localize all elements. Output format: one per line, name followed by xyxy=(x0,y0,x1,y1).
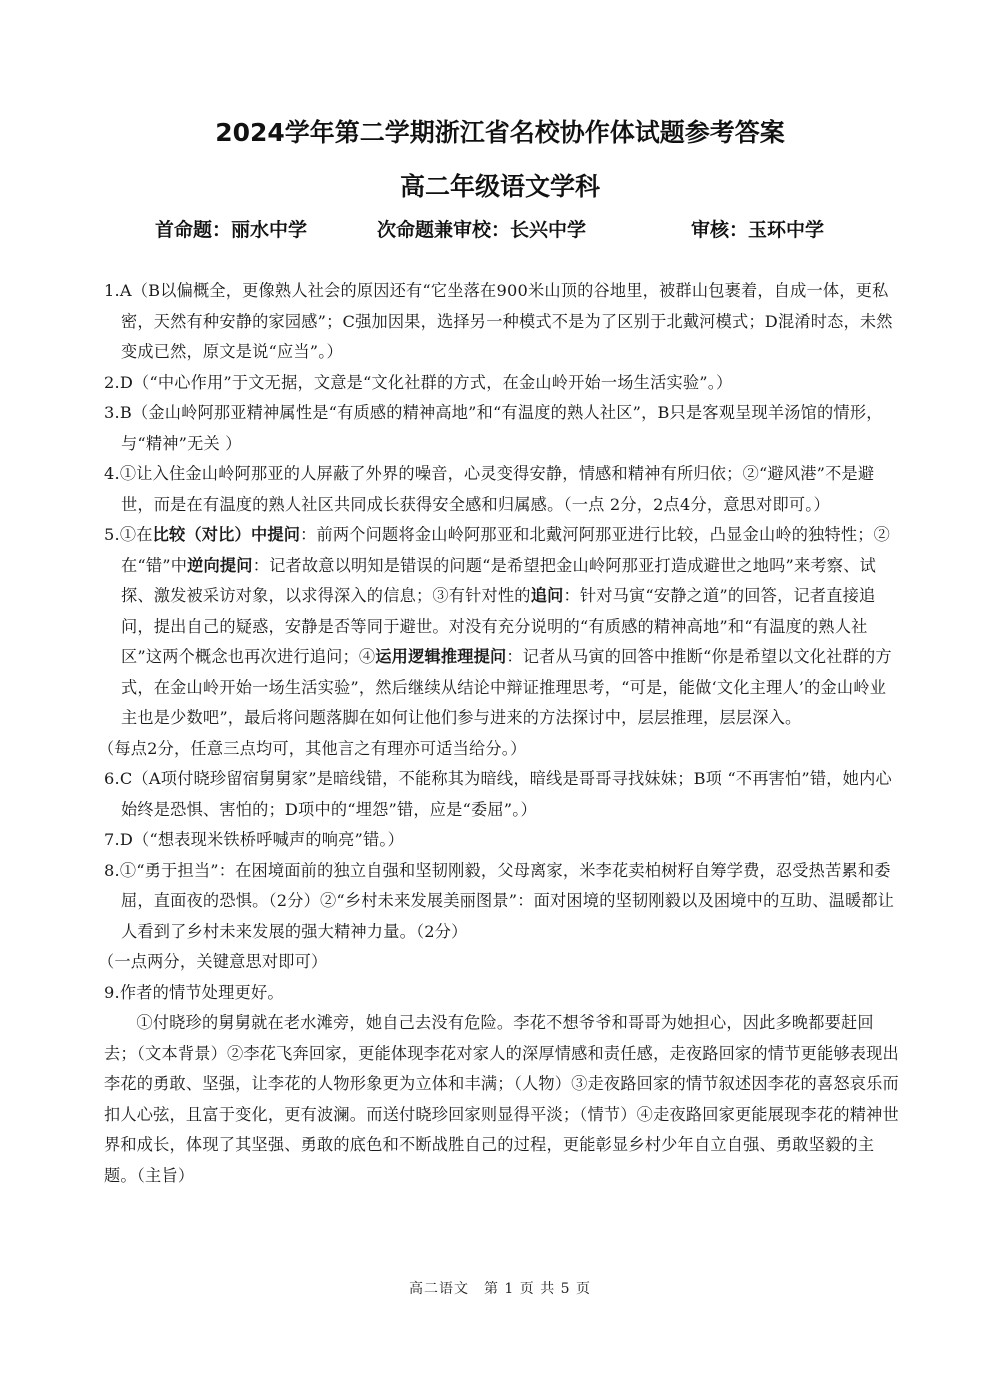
answer-q9-heading: 9.作者的情节处理更好。 xyxy=(104,982,284,1002)
answer-q8: 8.①“勇于担当”：在困境面前的独立自强和坚韧刚毅，父母离家，米李花卖柏树籽自筹学费，忍受热苦累和委屈，直面夜的恐惧。（2分）②“乡村未来发展美丽图景”：面对困境的坚韧刚毅以及困境中的互助、温暖都让人看到了乡村未来发展的强大精神力量。（2分） xyxy=(104,860,895,941)
answer-q9-body: ①付晓珍的舅舅就在老水滩旁，她自己去没有危险。李花不想爷爷和哥哥为她担心，因此多晚都要赶回去；（文本背景）②李花飞奔回家，更能体现李花对家人的深厚情感和责任感，走夜路回家的情节更能够表现出李花的勇敢、坚强，让李花的人物形象更为立体和丰满；（人物）③走夜路回家的情节叙述因李花的喜怒哀乐而扣人心弦，且富于变化，更有波澜。而送付晓珍回家则显得平淡；（情节）④走夜路回家更能展现李花的精神世界和成长，体现了其坚强、勇敢的底色和不断战胜自己的过程，更能彰显乡村少年自立自强、勇敢坚毅的主题。（主旨） xyxy=(104,1013,899,1185)
page-footer: 高二语文 第 1 页 共 5 页 xyxy=(408,1281,592,1297)
answer-body xyxy=(98,276,900,1191)
answer-q5-scoring: （每点2分，任意三点均可，其他言之有理亦可适当给分。） xyxy=(98,738,527,758)
document-title: 2024学年第二学期浙江省名校协作体试题参考答案 xyxy=(215,118,785,147)
answer-q2: 2.D（“中心作用”于文无据，文意是“文化社群的方式，在金山岭开始一场生活实验”。） xyxy=(104,372,733,392)
reviewer: 审核：玉环中学 xyxy=(691,219,825,241)
second-setter: 次命题兼审校：长兴中学 xyxy=(377,219,587,241)
q5-bold-compare: 比较（对比）中提问 xyxy=(152,525,301,544)
q5-bold-reverse: 逆向提问 xyxy=(187,555,253,575)
q5-bold-logic: 运用逻辑推理提问 xyxy=(375,647,507,666)
document-subtitle: 高二年级语文学科 xyxy=(399,172,600,201)
answer-q3: 3.B（金山岭阿那亚精神属性是“有质感的精神高地”和“有温度的熟人社区”，B只是客观呈现羊汤馆的情形，与“精神”无关 ） xyxy=(104,403,883,453)
q5-text-3: ：记者故意以明知是错误的问题“是希望把金山岭阿那亚打造成避世之地吗”来考察、试探、激发被采访对象，以求得深入的信息；③有针对性的 xyxy=(121,555,876,605)
q5-text-2: ：前两个问题将金山岭阿那亚和北戴河阿那亚进行比较，凸显金山岭的独特性；②在“错”中 xyxy=(121,525,891,575)
q5-text-4: ：针对马寅“安静之道”的回答，记者直接追问，提出自己的疑惑，安静是否等同于避世。对没有充分说明的“有质感的精神高地”和“有温度的熟人社区”这两个概念也再次进行追问；④ xyxy=(121,586,876,666)
answer-q1: 1.A（B以偏概全，更像熟人社会的原因还有“它坐落在900米山顶的谷地里，被群山包裹着，自成一体，更私密，天然有种安静的家园感”；C强加因果，选择另一种模式不是为了区别于北戴河模式；D混淆时态，未然变成已然，原文是说“应当”。） xyxy=(104,281,893,361)
answer-q6: 6.C（A项付晓珍留宿舅舅家”是暗线错，不能称其为暗线，暗线是哥哥寻找妹妹；B项 “不再害怕”错，她内心始终是恐惧、害怕的；D项中的“埋怨”错，应是“委屈”。） xyxy=(104,769,892,819)
answer-q5 xyxy=(104,520,900,734)
q5-text-1: 5.①在 xyxy=(104,525,153,544)
answer-q8-scoring: （一点两分，关键意思对即可） xyxy=(98,952,328,971)
q5-bold-followup: 追问 xyxy=(530,586,564,605)
answer-q4: 4.①让入住金山岭阿那亚的人屏蔽了外界的噪音，心灵变得安静，情感和精神有所归依；②“避风港”不是避世，而是在有温度的熟人社区共同成长获得安全感和归属感。（一点 2分，2点4分，意思对即可。） xyxy=(104,464,875,514)
first-setter: 首命题：丽水中学 xyxy=(155,219,308,241)
answer-q7: 7.D（“想表现米铁桥呼喊声的响亮”错。） xyxy=(104,830,405,849)
q5-text-5: ：记者从马寅的回答中推断“你是希望以文化社群的方式，在金山岭开始一场生活实验”，然后继续从结论中辩证推理思考，“可是，能做‘文化主理人’的金山岭业主也是少数吧”，最后将问题落脚在如何让他们参与进来的方法探讨中，层层推理，层层深入。 xyxy=(121,647,892,727)
